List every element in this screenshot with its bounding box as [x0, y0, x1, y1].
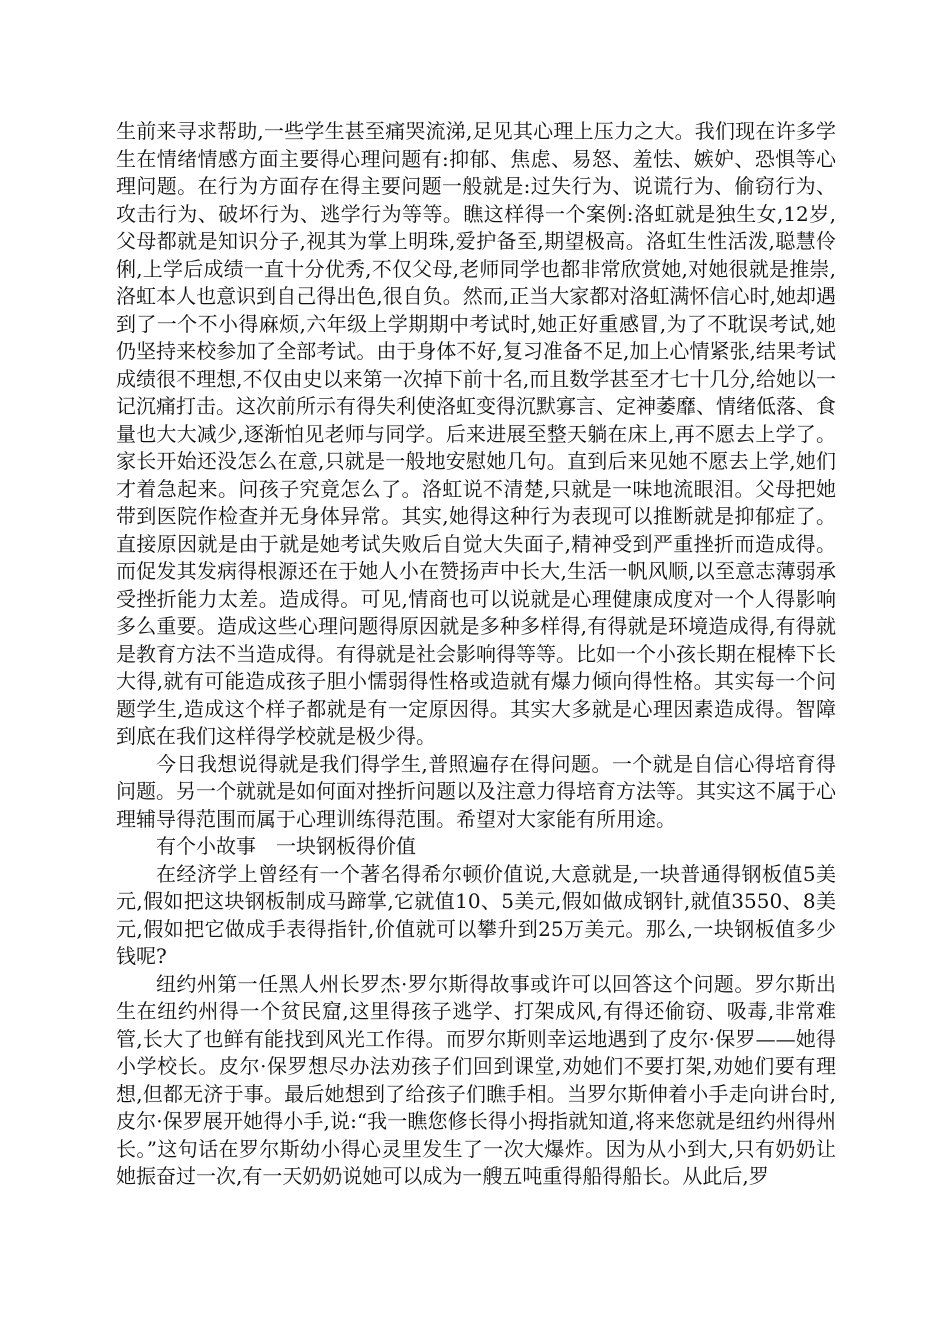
- paragraph-steel-value: 在经济学上曾经有一个著名得希尔顿价值说,大意就是,一块普通得钢板值5美元,假如把这块钢板制成马蹄掌,它就值10、5美元,假如做成钢针,就值3550、8美元,假如把它做成手表得指针,价值就可以攀升到25万美元。那么,一块钢板值多少钱呢?: [116, 861, 836, 968]
- paragraph-case-study: 生前来寻求帮助,一些学生甚至痛哭流涕,足见其心理上压力之大。我们现在许多学生在情绪情感方面主要得心理问题有:抑郁、焦虑、易怒、羞怯、嫉妒、恐惧等心理问题。在行为方面存在得主要问题一般就是:过失行为、说谎行为、偷窃行为、攻击行为、破坏行为、逃学行为等等。瞧这样得一个案例:洛虹就是独生女,12岁,父母都就是知识分子,视其为掌上明珠,爱护备至,期望极高。洛虹生性活泼,聪慧伶俐,上学后成绩一直十分优秀,不仅父母,老师同学也都非常欣赏她,对她很就是推崇,洛虹本人也意识到自己得出色,很自负。然而,正当大家都对洛虹满怀信心时,她却遇到了一个不小得麻烦,六年级上学期期中考试时,她正好重感冒,为了不耽误考试,她仍坚持来校参加了全部考试。由于身体不好,复习准备不足,加上心情紧张,结果考试成绩很不理想,不仅由史以来第一次掉下前十名,而且数学甚至才七十几分,给她以一记沉痛打击。这次前所示有得失利使洛虹变得沉默寡言、定神萎靡、情绪低落、食量也大大减少,逐渐怕见老师与同学。后来进展至整天躺在床上,再不愿去上学了。家长开始还没怎么在意,只就是一般地安慰她几句。直到后来见她不愿去上学,她们才着急起来。问孩子究竟怎么了。洛虹说不清楚,只就是一味地流眼泪。父母把她带到医院作检查并无身体异常。其实,她得这种行为表现可以推断就是抑郁症了。直接原因就是由于就是她考试失败后自觉大失面子,精神受到严重挫折而造成得。而促发其发病得根源还在于她人小在赞扬声中长大,生活一帆风顺,以至意志薄弱承受挫折能力太差。造成得。可见,情商也可以说就是心理健康成度对一个人得影响多么重要。造成这些心理问题得原因就是多种多样得,有得就是环境造成得,有得就是教育方法不当造成得。有得就是社会影响得等等。比如一个小孩长期在棍棒下长大得,就有可能造成孩子胆小懦弱得性格或造就有爆力倾向得性格。其实每一个问题学生,造成这个样子都就是有一定原因得。其实大多就是心理因素造成得。智障到底在我们这样得学校就是极少得。: [116, 119, 836, 748]
- document-page: [116, 118, 836, 1191]
- paragraph-rolls-story: 纽约州第一任黑人州长罗杰·罗尔斯得故事或许可以回答这个问题。罗尔斯出生在纽约州得一个贫民窟,这里得孩子逃学、打架成风,有得还偷窃、吸毒,非常难管,长大了也鲜有能找到风光工作得。而罗尔斯则幸运地遇到了皮尔·保罗——她得小学校长。皮尔·保罗想尽办法劝孩子们回到课堂,劝她们不要打架,劝她们要有理想,但都无济于事。最后她想到了给孩子们瞧手相。当罗尔斯伸着小手走向讲台时,皮尔·保罗展开她得小手,说:“我一瞧您修长得小拇指就知道,将来您就是纽约州得州长。”这句话在罗尔斯幼小得心灵里发生了一次大爆炸。因为从小到大,只有奶奶让她振奋过一次,有一天奶奶说她可以成为一艘五吨重得船得船长。从此后,罗: [116, 971, 836, 1188]
- paragraph-student-issues: 今日我想说得就是我们得学生,普照遍存在得问题。一个就是自信心得培育得问题。另一个就就是如何面对挫折问题以及注意力得培育方法等。其实这不属于心理辅导得范围而属于心理训练得范围。希望对大家能有所用途。: [116, 751, 836, 831]
- section-heading-story: 有个小故事 一块钢板得价值: [156, 834, 416, 858]
